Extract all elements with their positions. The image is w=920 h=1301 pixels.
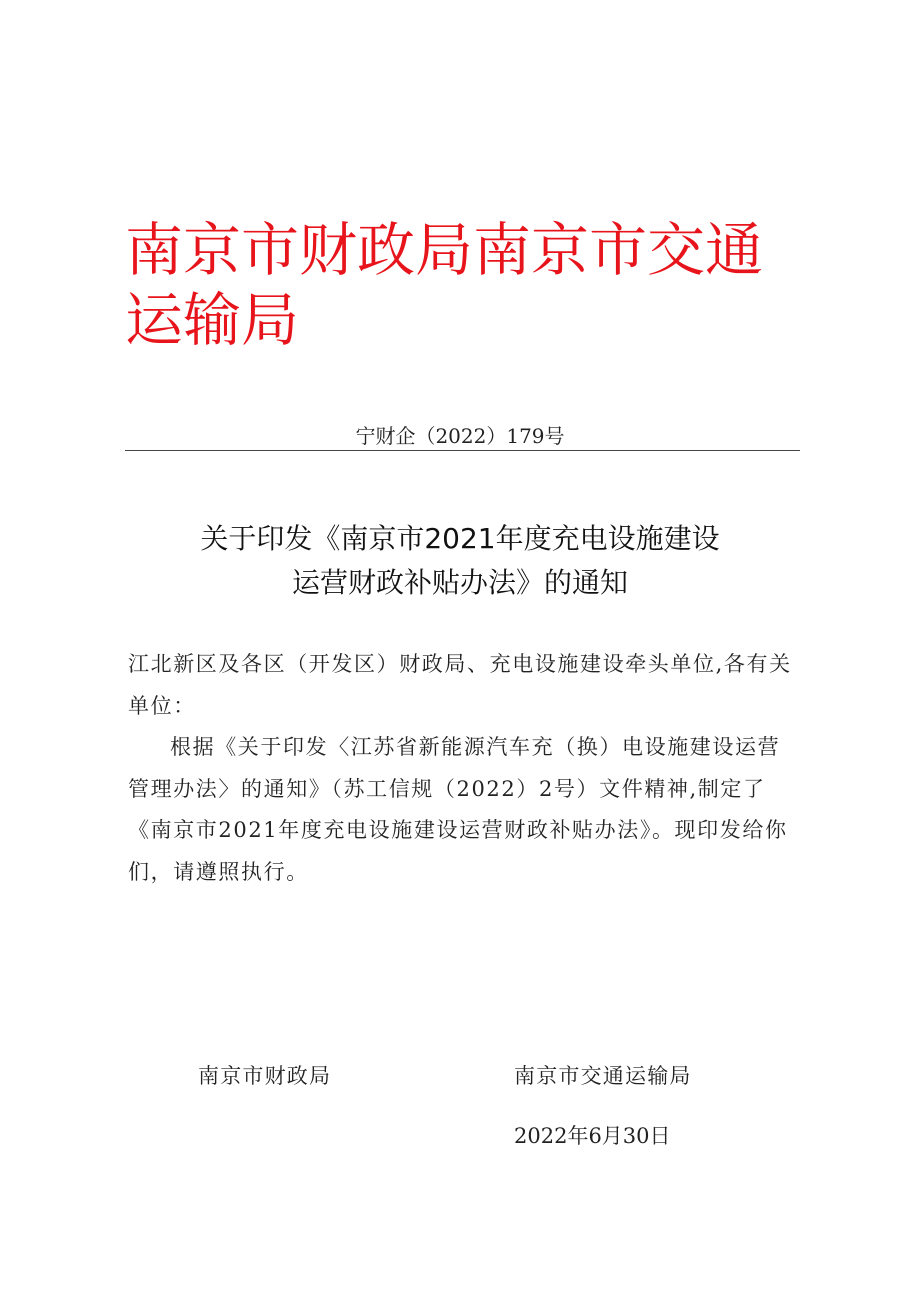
document-number: 宁财企（2022）179号 bbox=[355, 424, 565, 448]
signature-issuer-left: 南京市财政局 bbox=[198, 1064, 332, 1088]
notice-title-line-1: 关于印发《南京市2021年度充电设施建设 bbox=[200, 522, 720, 555]
header-divider bbox=[125, 450, 800, 451]
signature-date: 2022年6月30日 bbox=[514, 1124, 671, 1148]
notice-body bbox=[128, 644, 798, 893]
main-paragraph: 根据《关于印发〈江苏省新能源汽车充（换）电设施建设运营管理办法〉的通知》（苏工信规（2022）2号）文件精神,制定了《南京市2021年度充电设施建设运营财政补贴办法》。现印发给你们，请遵照执行。 bbox=[128, 735, 788, 884]
addressee-paragraph: 江北新区及各区（开发区）财政局、充电设施建设牵头单位,各有关单位： bbox=[128, 652, 792, 718]
notice-title-line-2: 运营财政补贴办法》的通知 bbox=[291, 566, 628, 599]
issuers-red-header: 南京市财政局南京市交通运输局 bbox=[125, 216, 764, 354]
notice-title bbox=[0, 517, 920, 605]
signature-issuer-right: 南京市交通运输局 bbox=[514, 1064, 692, 1088]
